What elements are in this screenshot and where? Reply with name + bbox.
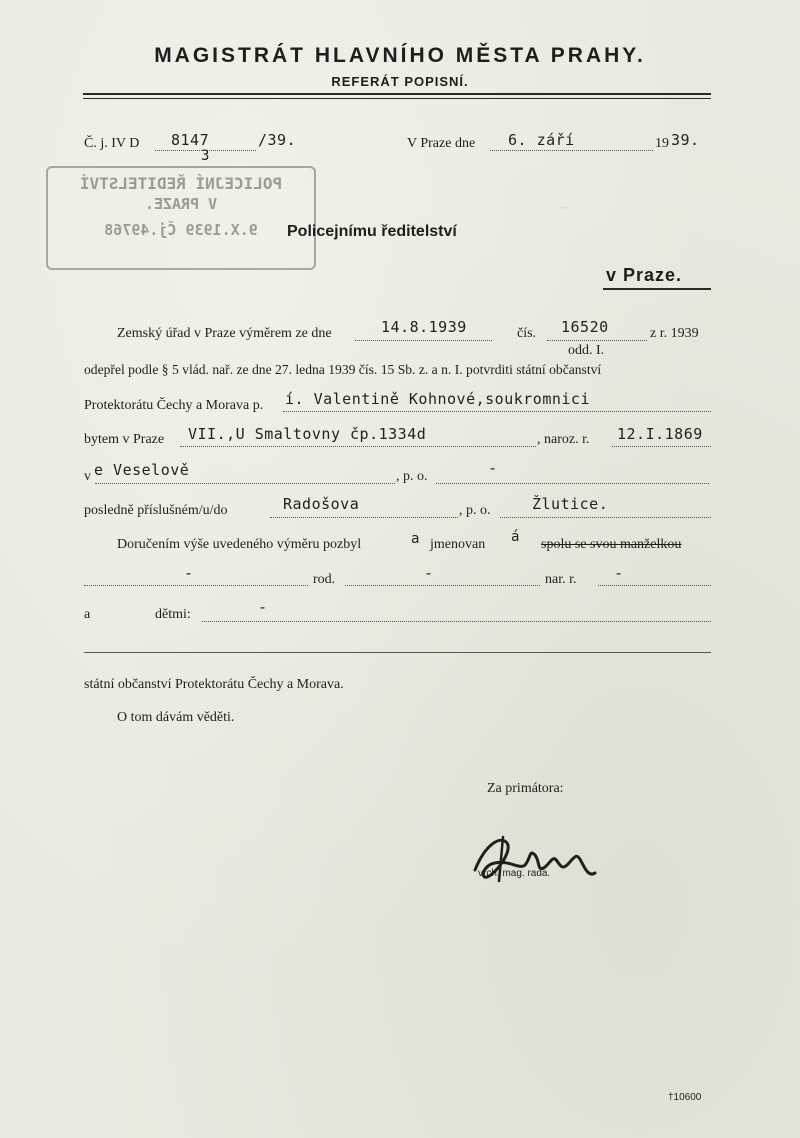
year-prefix: 19 xyxy=(655,136,669,151)
row8-value-2: - xyxy=(424,564,434,582)
row1-year: z r. 1939 xyxy=(650,326,699,341)
row11-text: O tom dávám věděti. xyxy=(117,710,235,725)
document-title: MAGISTRÁT HLAVNÍHO MĚSTA PRAHY. xyxy=(154,44,646,67)
reference-label: Č. j. IV D xyxy=(84,136,140,151)
header-rule-thick xyxy=(83,93,711,95)
document-subtitle: REFERÁT POPISNÍ. xyxy=(331,74,469,89)
row4-naroz-label: , naroz. r. xyxy=(537,432,590,447)
addressee-line-2: v Praze. xyxy=(606,265,683,285)
stamp-line-1: POLICEJNÍ ŘEDITELSTVÍ xyxy=(79,174,283,193)
row7-jmenovan: jmenovan xyxy=(430,537,486,552)
row5-place: e Veselově xyxy=(94,461,190,479)
header-rule-thin xyxy=(83,98,711,99)
police-stamp xyxy=(46,166,316,270)
row1-label: Zemský úřad v Praze výměrem ze dne xyxy=(117,326,332,341)
row4-address-line xyxy=(180,446,536,447)
signature-label: Za primátora: xyxy=(487,781,564,796)
row3-label: Protektorátu Čechy a Morava p. xyxy=(84,398,264,413)
bleed-through-mark: ~ xyxy=(558,199,569,216)
row7-struck-text: spolu se svou manželkou xyxy=(541,537,682,552)
row1-date: 14.8.1939 xyxy=(381,318,467,336)
row9-line xyxy=(202,621,711,622)
row7-text: Doručením výše uvedeného výměru pozbyl xyxy=(117,537,362,552)
row5-v-label: v xyxy=(84,469,91,484)
stamp-line-2: V PRAZE. xyxy=(144,195,218,213)
row6-po-label: , p. o. xyxy=(459,503,491,518)
form-code: †10600 xyxy=(668,1092,702,1103)
row1-date-line xyxy=(355,340,492,341)
row8-line-2 xyxy=(345,585,540,586)
row8-line-1 xyxy=(84,585,308,586)
date-line xyxy=(490,150,653,151)
signature-title: vrch. mag. rada. xyxy=(478,868,551,879)
addressee-line-1: Policejnímu ředitelství xyxy=(287,223,457,240)
row1-cis-label: čís. xyxy=(517,326,537,341)
row1-number: 16520 xyxy=(561,318,609,336)
row4-birth-line xyxy=(612,446,711,447)
row8-value-3: - xyxy=(614,564,624,582)
row1-number-line xyxy=(547,340,647,341)
row8-value-1: - xyxy=(184,564,194,582)
handwritten-signature xyxy=(465,825,605,895)
row1-department: odd. I. xyxy=(568,343,605,358)
row9-a-label: a xyxy=(84,607,91,622)
stamp-line-3: 9.X.1939 Čj.49768 xyxy=(104,221,258,239)
row2-text: odepřel podle § 5 vlád. nař. ze dne 27. ledna 1939 čís. 15 Sb. z. a n. I. potvrditi státní občanství xyxy=(84,362,602,377)
row4-label: bytem v Praze xyxy=(84,432,165,447)
row6-po-value: Žlutice. xyxy=(532,495,609,513)
row8-nar-label: nar. r. xyxy=(545,572,577,587)
row7-suffix-a: a xyxy=(411,531,420,547)
row5-po-line xyxy=(436,483,709,484)
row8-line-3 xyxy=(598,585,711,586)
reference-subnumber: 3 xyxy=(201,148,210,164)
row6-po-line xyxy=(500,517,711,518)
date-label: V Praze dne xyxy=(407,136,476,151)
row4-birth: 12.I.1869 xyxy=(617,425,703,443)
row8-rod-label: rod. xyxy=(313,572,336,587)
reference-number: 8147 xyxy=(171,131,210,149)
row6-label: posledně příslušném/u/do xyxy=(84,503,228,518)
date-value: 6. září xyxy=(508,131,575,149)
row7-suffix-a2: á xyxy=(511,529,520,545)
row5-po-label: , p. o. xyxy=(396,469,428,484)
row9-deti-label: dětmi: xyxy=(155,607,191,622)
year-value: 39. xyxy=(671,131,700,149)
row6-place: Radošova xyxy=(283,495,360,513)
addressee-underline xyxy=(603,288,711,290)
row3-name: í. Valentině Kohnové,soukromnici xyxy=(285,390,590,408)
row5-place-line xyxy=(95,483,395,484)
row9-value: - xyxy=(258,598,268,616)
row6-place-line xyxy=(270,517,458,518)
row5-po-value: - xyxy=(488,459,498,477)
blank-line xyxy=(84,652,711,653)
reference-year-suffix: /39. xyxy=(258,131,297,149)
row4-address: VII.,U Smaltovny čp.1334d xyxy=(188,425,427,443)
row3-line xyxy=(283,411,711,412)
row10-text: státní občanství Protektorátu Čechy a Morava. xyxy=(84,677,344,692)
